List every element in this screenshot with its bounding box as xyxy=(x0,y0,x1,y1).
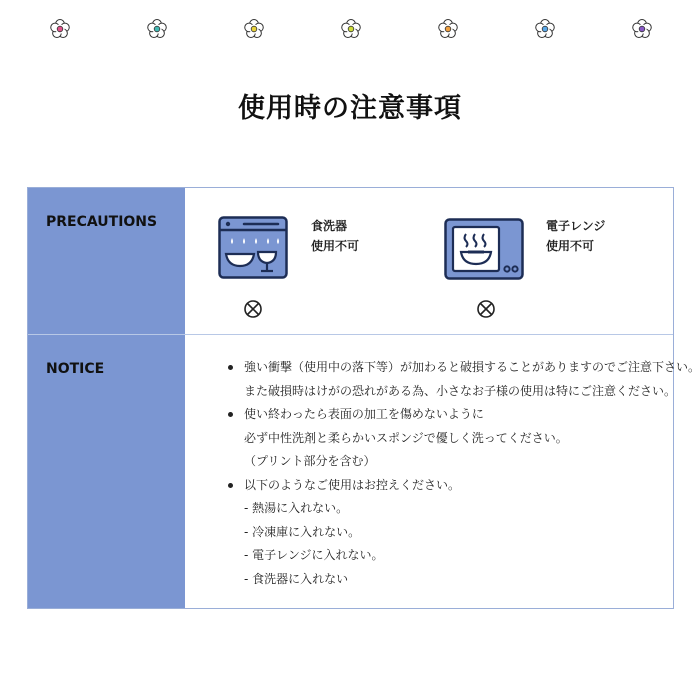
flower-icon xyxy=(534,18,556,40)
precautions-table xyxy=(27,187,700,609)
notice-line: 必ず中性洗剤と柔らかいスポンジで優しく洗ってください。 xyxy=(244,430,568,445)
flower-icon xyxy=(243,18,265,40)
dishwasher-caption-line1: 食洗器 xyxy=(311,219,348,233)
notice-line: - 熱湯に入れない。 xyxy=(244,501,349,515)
flower-icon xyxy=(146,18,168,40)
notice-list xyxy=(224,356,700,591)
prohibited-icon xyxy=(243,299,263,323)
flower-icon xyxy=(437,18,459,40)
notice-line: - 電子レンジに入れない。 xyxy=(244,548,384,562)
notice-line: 以下のようなご使用はお控えください。 xyxy=(224,474,669,498)
page-title: 使用時の注意事項 xyxy=(238,93,462,124)
dishwasher-caption-line2: 使用不可 xyxy=(311,239,360,253)
notice-line: - 冷凍庫に入れない。 xyxy=(244,524,361,539)
microwave-caption xyxy=(546,216,605,256)
flower-icon xyxy=(340,18,362,40)
prohibited-icon xyxy=(476,299,496,323)
precautions-label: PRECAUTIONS xyxy=(46,214,158,230)
notice-line: 強い衝撃（使用中の落下等）が加わると破損することがありますのでご注意下さい。 xyxy=(224,356,669,380)
row-divider xyxy=(28,334,673,335)
dishwasher-caption xyxy=(311,216,359,256)
microwave-icon xyxy=(444,218,524,284)
label-column xyxy=(28,188,185,608)
notice-label: NOTICE xyxy=(46,361,105,377)
dishwasher-icon xyxy=(218,216,288,283)
notice-line: - 食洗器に入れない xyxy=(244,571,349,586)
flower-decoration-row xyxy=(0,18,700,44)
flower-icon xyxy=(49,18,71,40)
notice-line: また破損時はけがの恐れがある為、小さなお子様の使用は特にご注意ください。 xyxy=(244,383,677,398)
notice-line: （プリント部分を含む） xyxy=(244,454,376,468)
microwave-caption-line2: 使用不可 xyxy=(546,239,595,253)
flower-icon xyxy=(631,18,653,40)
notice-line: 使い終わったら表面の加工を傷めないように xyxy=(224,403,669,427)
microwave-caption-line1: 電子レンジ xyxy=(546,219,606,233)
